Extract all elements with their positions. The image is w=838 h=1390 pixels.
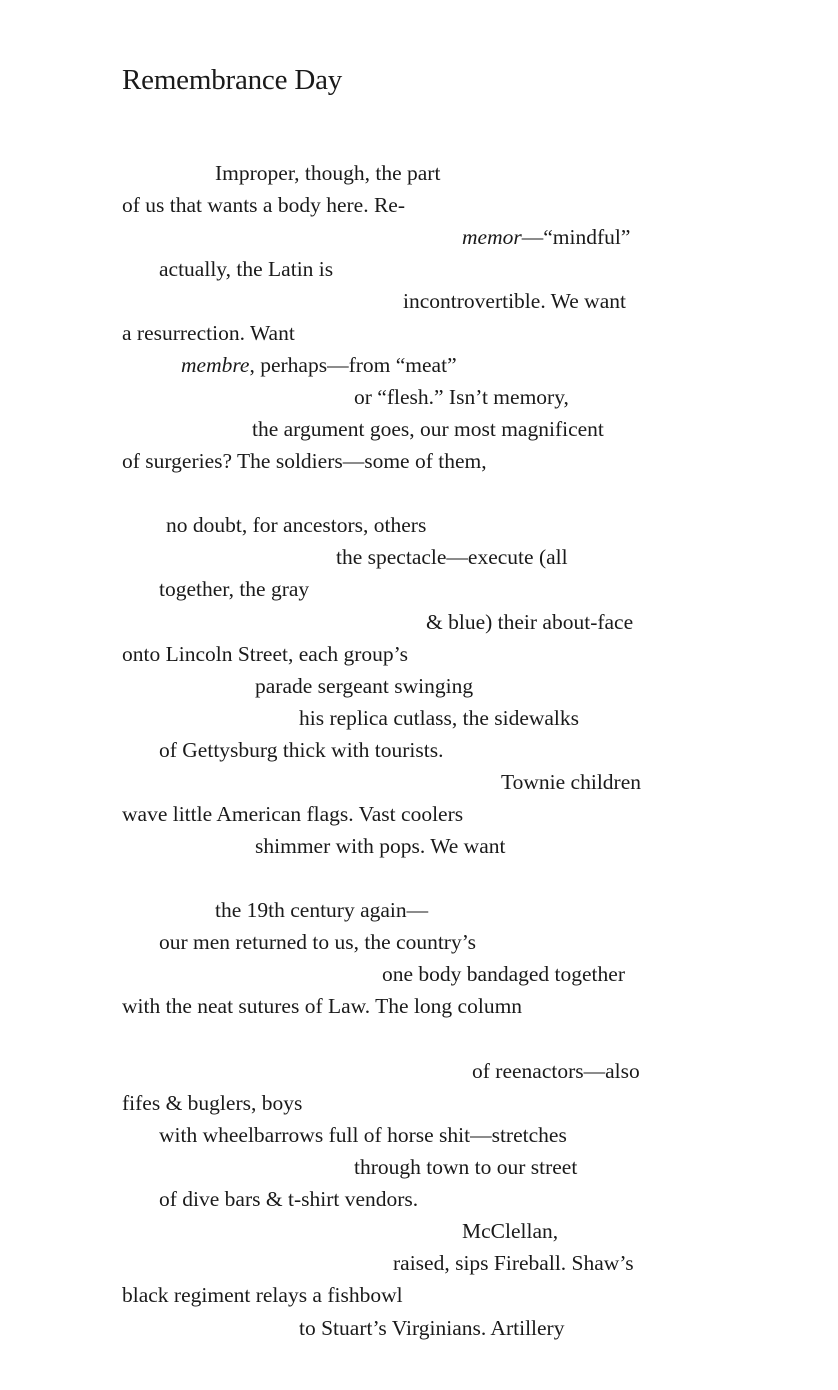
line-text: to Stuart’s Virginians. Artillery [299,1316,565,1340]
poem-line [122,319,295,347]
line-text: raised, sips Fireball. Shaw’s [393,1251,634,1275]
poem-line [354,1153,577,1181]
line-text: of us that wants a body here. Re- [122,193,406,217]
poem-line [403,287,626,315]
poem-title: Remembrance Day [122,64,343,96]
poem-line [426,608,633,636]
poem-line [215,896,428,924]
poem-line [159,1121,567,1149]
poem-line [472,1057,640,1085]
line-text: no doubt, for ancestors, others [166,513,427,537]
line-text: shimmer with pops. We want [255,834,506,858]
italic-word: memor [462,225,522,249]
poem-line [336,543,568,571]
line-text: wave little American flags. Vast coolers [122,802,464,826]
line-text: or “flesh.” Isn’t memory, [354,385,569,409]
poem-line [255,832,505,860]
poem-line [255,672,473,700]
line-text: his replica cutlass, the sidewalks [299,706,580,730]
line-text: the 19th century again— [215,898,429,922]
line-text: one body bandaged together [382,962,625,986]
poem-line [122,640,408,668]
poem-line [122,191,405,219]
poem-line [215,159,440,187]
italic-word: membre [181,353,250,377]
line-text: onto Lincoln Street, each group’s [122,642,408,666]
line-text: together, the gray [159,577,310,601]
poem-line [122,992,522,1020]
line-text: through town to our street [354,1155,578,1179]
line-text: of dive bars & t-shirt vendors. [159,1187,419,1211]
line-text: black regiment relays a fishbowl [122,1283,403,1307]
poem-line [299,1314,564,1342]
poem-line [159,255,333,283]
line-text: McClellan, [462,1219,559,1243]
line-text: & blue) their about-face [426,610,634,634]
poem-line [159,575,309,603]
poem-line [122,1281,403,1309]
poem-line [462,223,630,251]
line-text: our men returned to us, the country’s [159,930,477,954]
line-text: of reenactors—also [472,1059,640,1083]
poem-line [159,736,443,764]
poem-line [181,351,457,379]
poem-line [159,1185,418,1213]
poem-line [252,415,604,443]
poem-line [166,511,426,539]
line-text: parade sergeant swinging [255,674,474,698]
line-text: with wheelbarrows full of horse shit—stretches [159,1123,567,1147]
line-text: with the neat sutures of Law. The long column [122,994,523,1018]
poem-line [382,960,625,988]
poem-line [354,383,569,411]
poem-line [122,1089,302,1117]
line-text: Improper, though, the part [215,161,441,185]
poem-line [159,928,476,956]
line-text: incontrovertible. We want [403,289,626,313]
line-text: of Gettysburg thick with tourists. [159,738,444,762]
line-text: of surgeries? The soldiers—some of them, [122,449,487,473]
poem-line [393,1249,634,1277]
line-text: Townie children [501,770,641,794]
poem-line [462,1217,558,1245]
poem-line [299,704,579,732]
line-text: the spectacle—execute (all [336,545,568,569]
poem-line [501,768,641,796]
poem-line [122,447,487,475]
line-text: the argument goes, our most magnificent [252,417,604,441]
line-text: fifes & buglers, boys [122,1091,303,1115]
line-text: —“mindful” [521,225,631,249]
line-text: actually, the Latin is [159,257,334,281]
poem-line [122,800,463,828]
line-text: a resurrection. Want [122,321,295,345]
line-text: , perhaps—from “meat” [249,353,457,377]
